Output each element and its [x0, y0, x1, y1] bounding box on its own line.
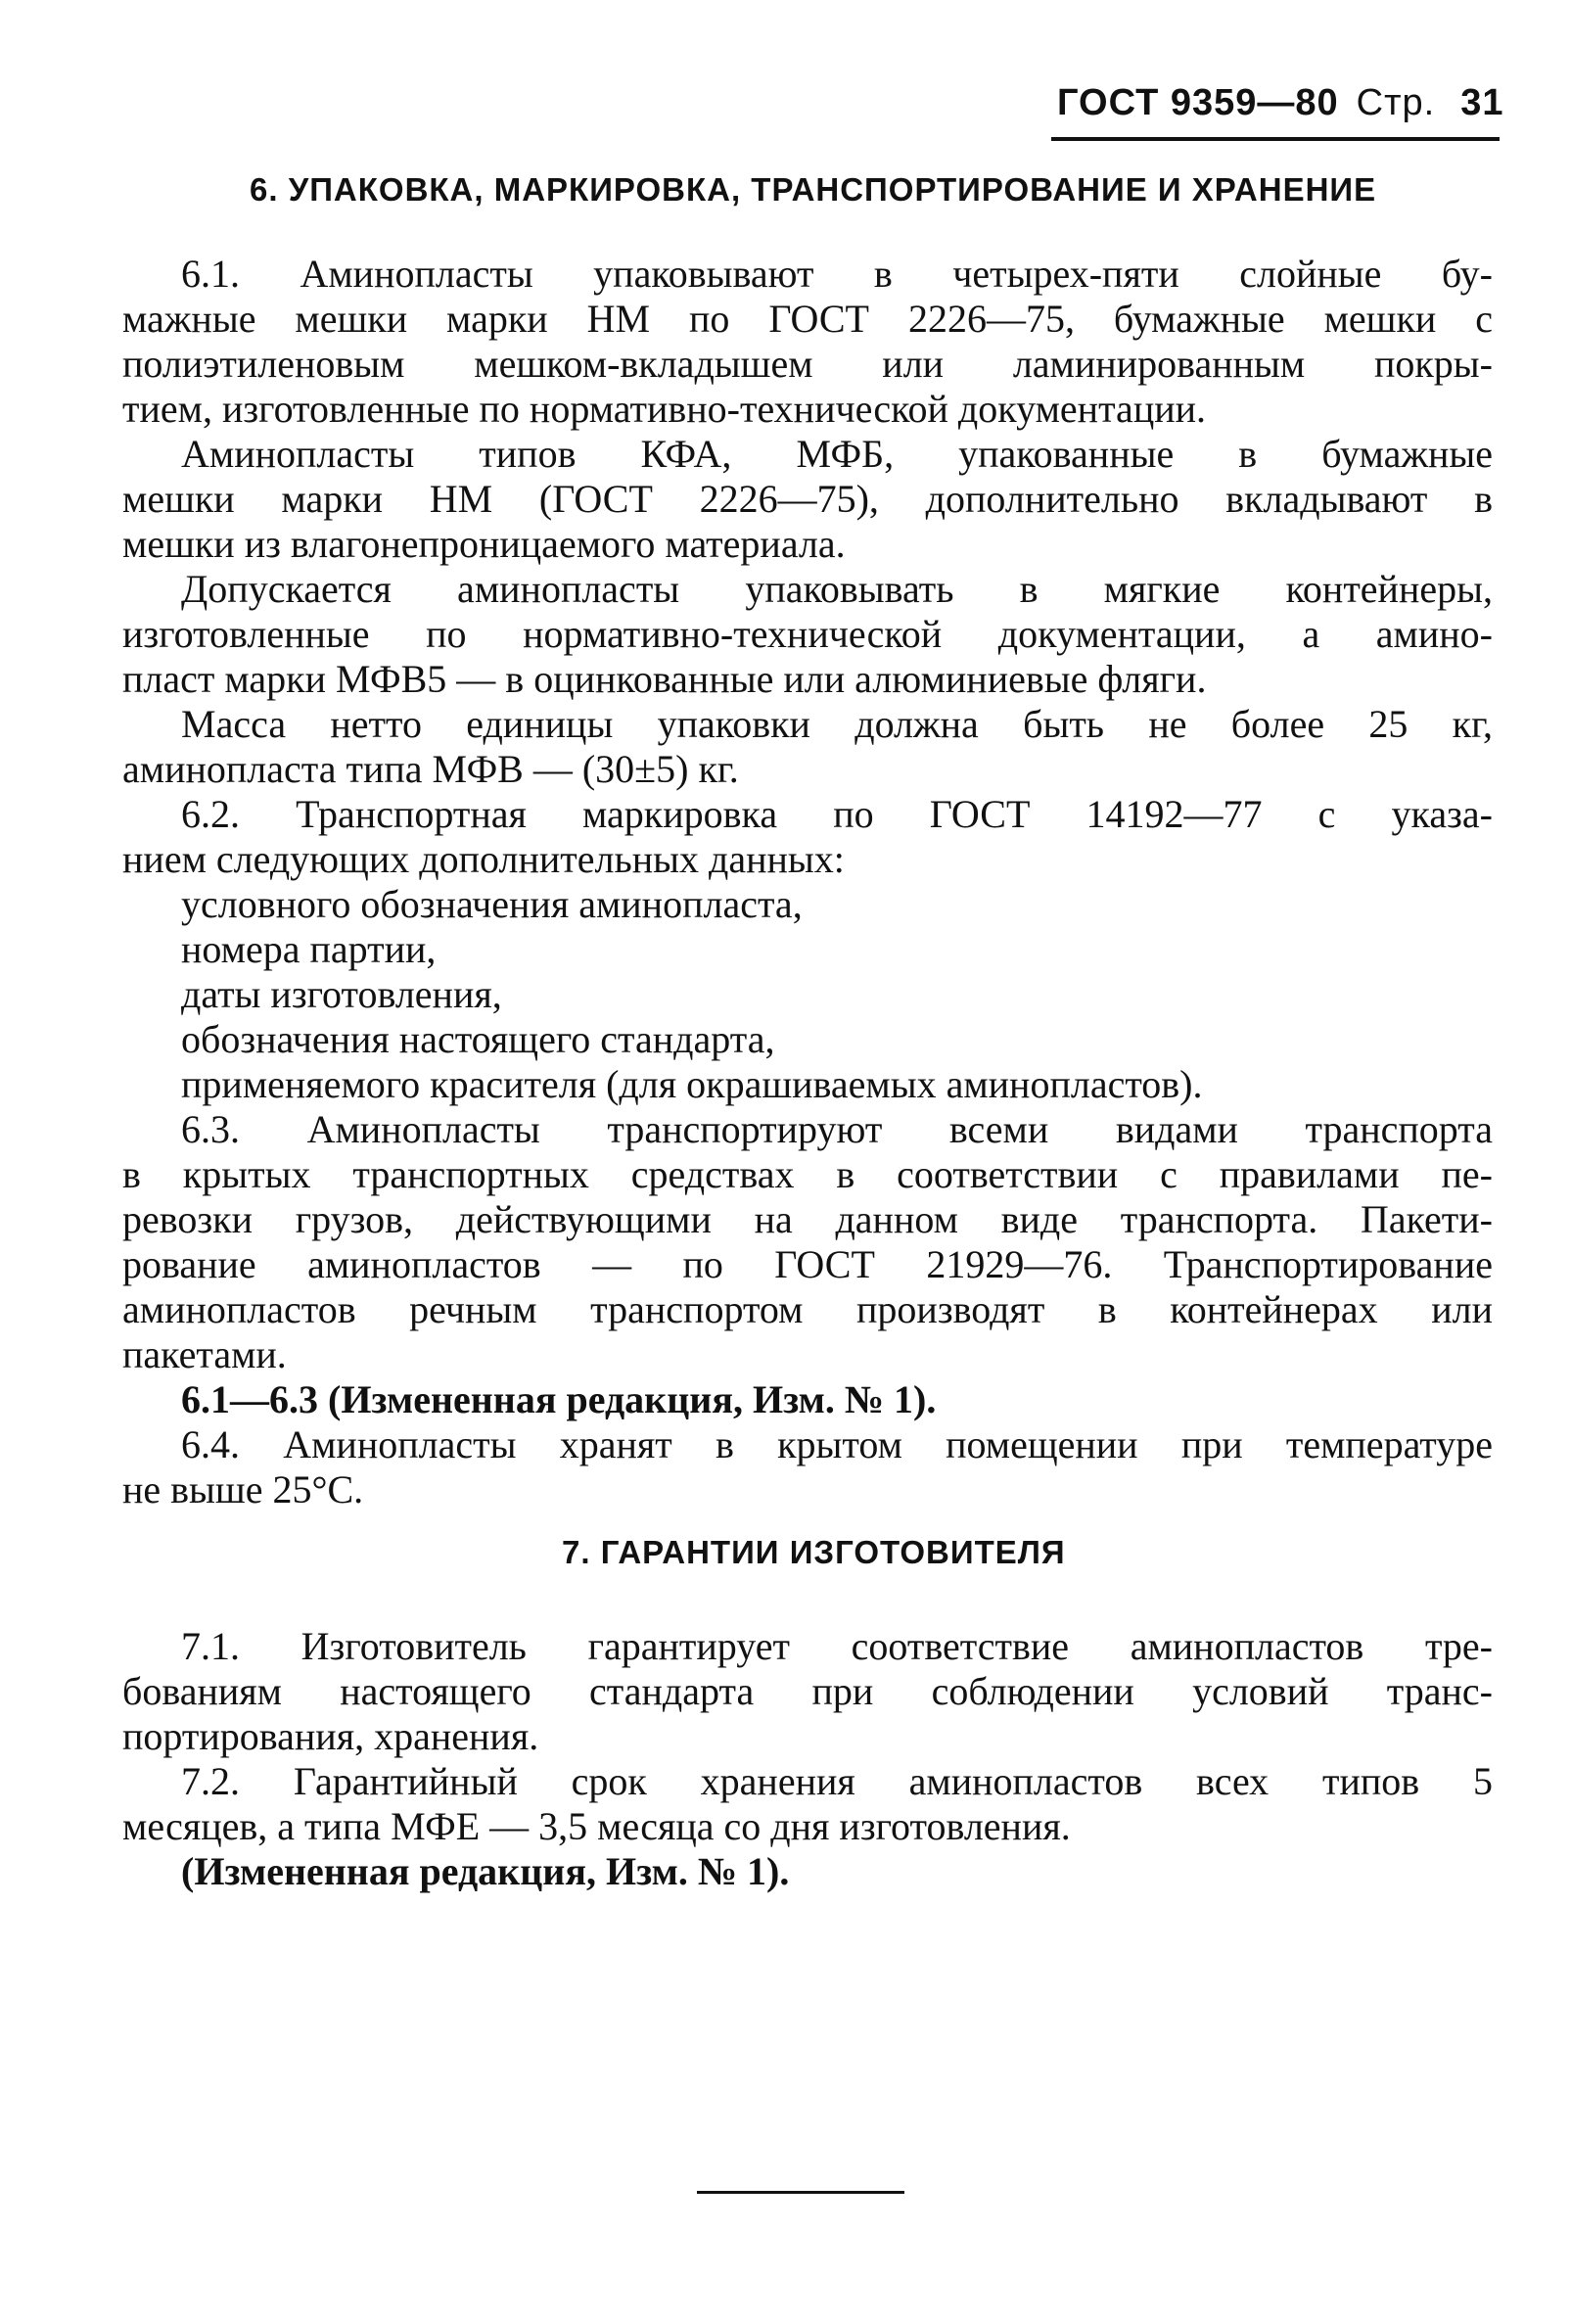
- paragraph-line: в крытых транспортных средствах в соответствии с правилами пе-: [122, 1152, 1493, 1196]
- end-rule: [697, 2191, 904, 2194]
- paragraph-line: бованиям настоящего стандарта при соблюдении условий транс-: [122, 1669, 1493, 1713]
- page-header: [1057, 82, 1504, 124]
- paragraph-line: нием следующих дополнительных данных:: [122, 837, 845, 881]
- paragraph-line: пакетами.: [122, 1332, 287, 1376]
- paragraph-line: изготовленные по нормативно-технической документации, а амино-: [122, 612, 1493, 656]
- paragraph-line: 7.2. Гарантийный срок хранения аминопластов всех типов 5: [181, 1759, 1493, 1803]
- paragraph-line: мешки из влагонепроницаемого материала.: [122, 522, 846, 566]
- section-7-title: 7. ГАРАНТИИ ИЗГОТОВИТЕЛЯ: [562, 1534, 1066, 1570]
- paragraph-line: месяцев, а типа МФЕ — 3,5 месяца со дня изготовления.: [122, 1804, 1071, 1848]
- paragraph-line: Допускается аминопласты упаковывать в мягкие контейнеры,: [181, 567, 1493, 611]
- paragraph-line: ревозки грузов, действующими на данном виде транспорта. Пакети-: [122, 1197, 1493, 1241]
- paragraph-line: портирования, хранения.: [122, 1714, 539, 1758]
- paragraph-line: 6.1. Аминопласты упаковывают в четырех-пяти слойные бу-: [181, 252, 1493, 296]
- list-item: условного обозначения аминопласта,: [181, 882, 803, 926]
- paragraph-line: 6.2. Транспортная маркировка по ГОСТ 14192—77 с указа-: [181, 792, 1493, 836]
- list-item: применяемого красителя (для окрашиваемых аминопластов).: [181, 1062, 1203, 1106]
- amendment-note: 6.1—6.3 (Измененная редакция, Изм. № 1).: [181, 1377, 937, 1421]
- paragraph-line: аминопласта типа МФВ — (30±5) кг.: [122, 747, 739, 791]
- page-word: Стр.: [1356, 82, 1436, 123]
- list-item: даты изготовления,: [181, 972, 502, 1016]
- list-item: обозначения настоящего стандарта,: [181, 1017, 775, 1061]
- paragraph-line: 6.4. Аминопласты хранят в крытом помещении при температуре: [181, 1422, 1493, 1466]
- amendment-note: (Измененная редакция, Изм. № 1).: [181, 1849, 790, 1893]
- paragraph-line: пласт марки МФВ5 — в оцинкованные или алюминиевые фляги.: [122, 657, 1207, 701]
- section-6-title: 6. УПАКОВКА, МАРКИРОВКА, ТРАНСПОРТИРОВАНИЕ И ХРАНЕНИЕ: [250, 171, 1377, 208]
- paragraph-line: 6.3. Аминопласты транспортируют всеми видами транспорта: [181, 1107, 1493, 1151]
- page-number: 31: [1460, 82, 1504, 123]
- paragraph-line: Масса нетто единицы упаковки должна быть не более 25 кг,: [181, 702, 1493, 746]
- paragraph-line: Аминопласты типов КФА, МФБ, упакованные в бумажные: [181, 432, 1493, 476]
- standard-number: ГОСТ 9359—80: [1057, 82, 1339, 123]
- paragraph-line: мешки марки НМ (ГОСТ 2226—75), дополнительно вкладывают в: [122, 477, 1493, 521]
- paragraph-line: 7.1. Изготовитель гарантирует соответствие аминопластов тре-: [181, 1624, 1493, 1668]
- paragraph-line: мажные мешки марки НМ по ГОСТ 2226—75, бумажные мешки с: [122, 297, 1493, 341]
- paragraph-line: не выше 25°С.: [122, 1467, 364, 1511]
- header-rule: [1051, 137, 1500, 141]
- paragraph-line: аминопластов речным транспортом производят в контейнерах или: [122, 1287, 1493, 1331]
- paragraph-line: полиэтиленовым мешком-вкладышем или ламинированным покры-: [122, 342, 1493, 386]
- paragraph-line: рование аминопластов — по ГОСТ 21929—76. Транспортирование: [122, 1242, 1493, 1286]
- paragraph-line: тием, изготовленные по нормативно-технической документации.: [122, 387, 1207, 431]
- list-item: номера партии,: [181, 927, 437, 971]
